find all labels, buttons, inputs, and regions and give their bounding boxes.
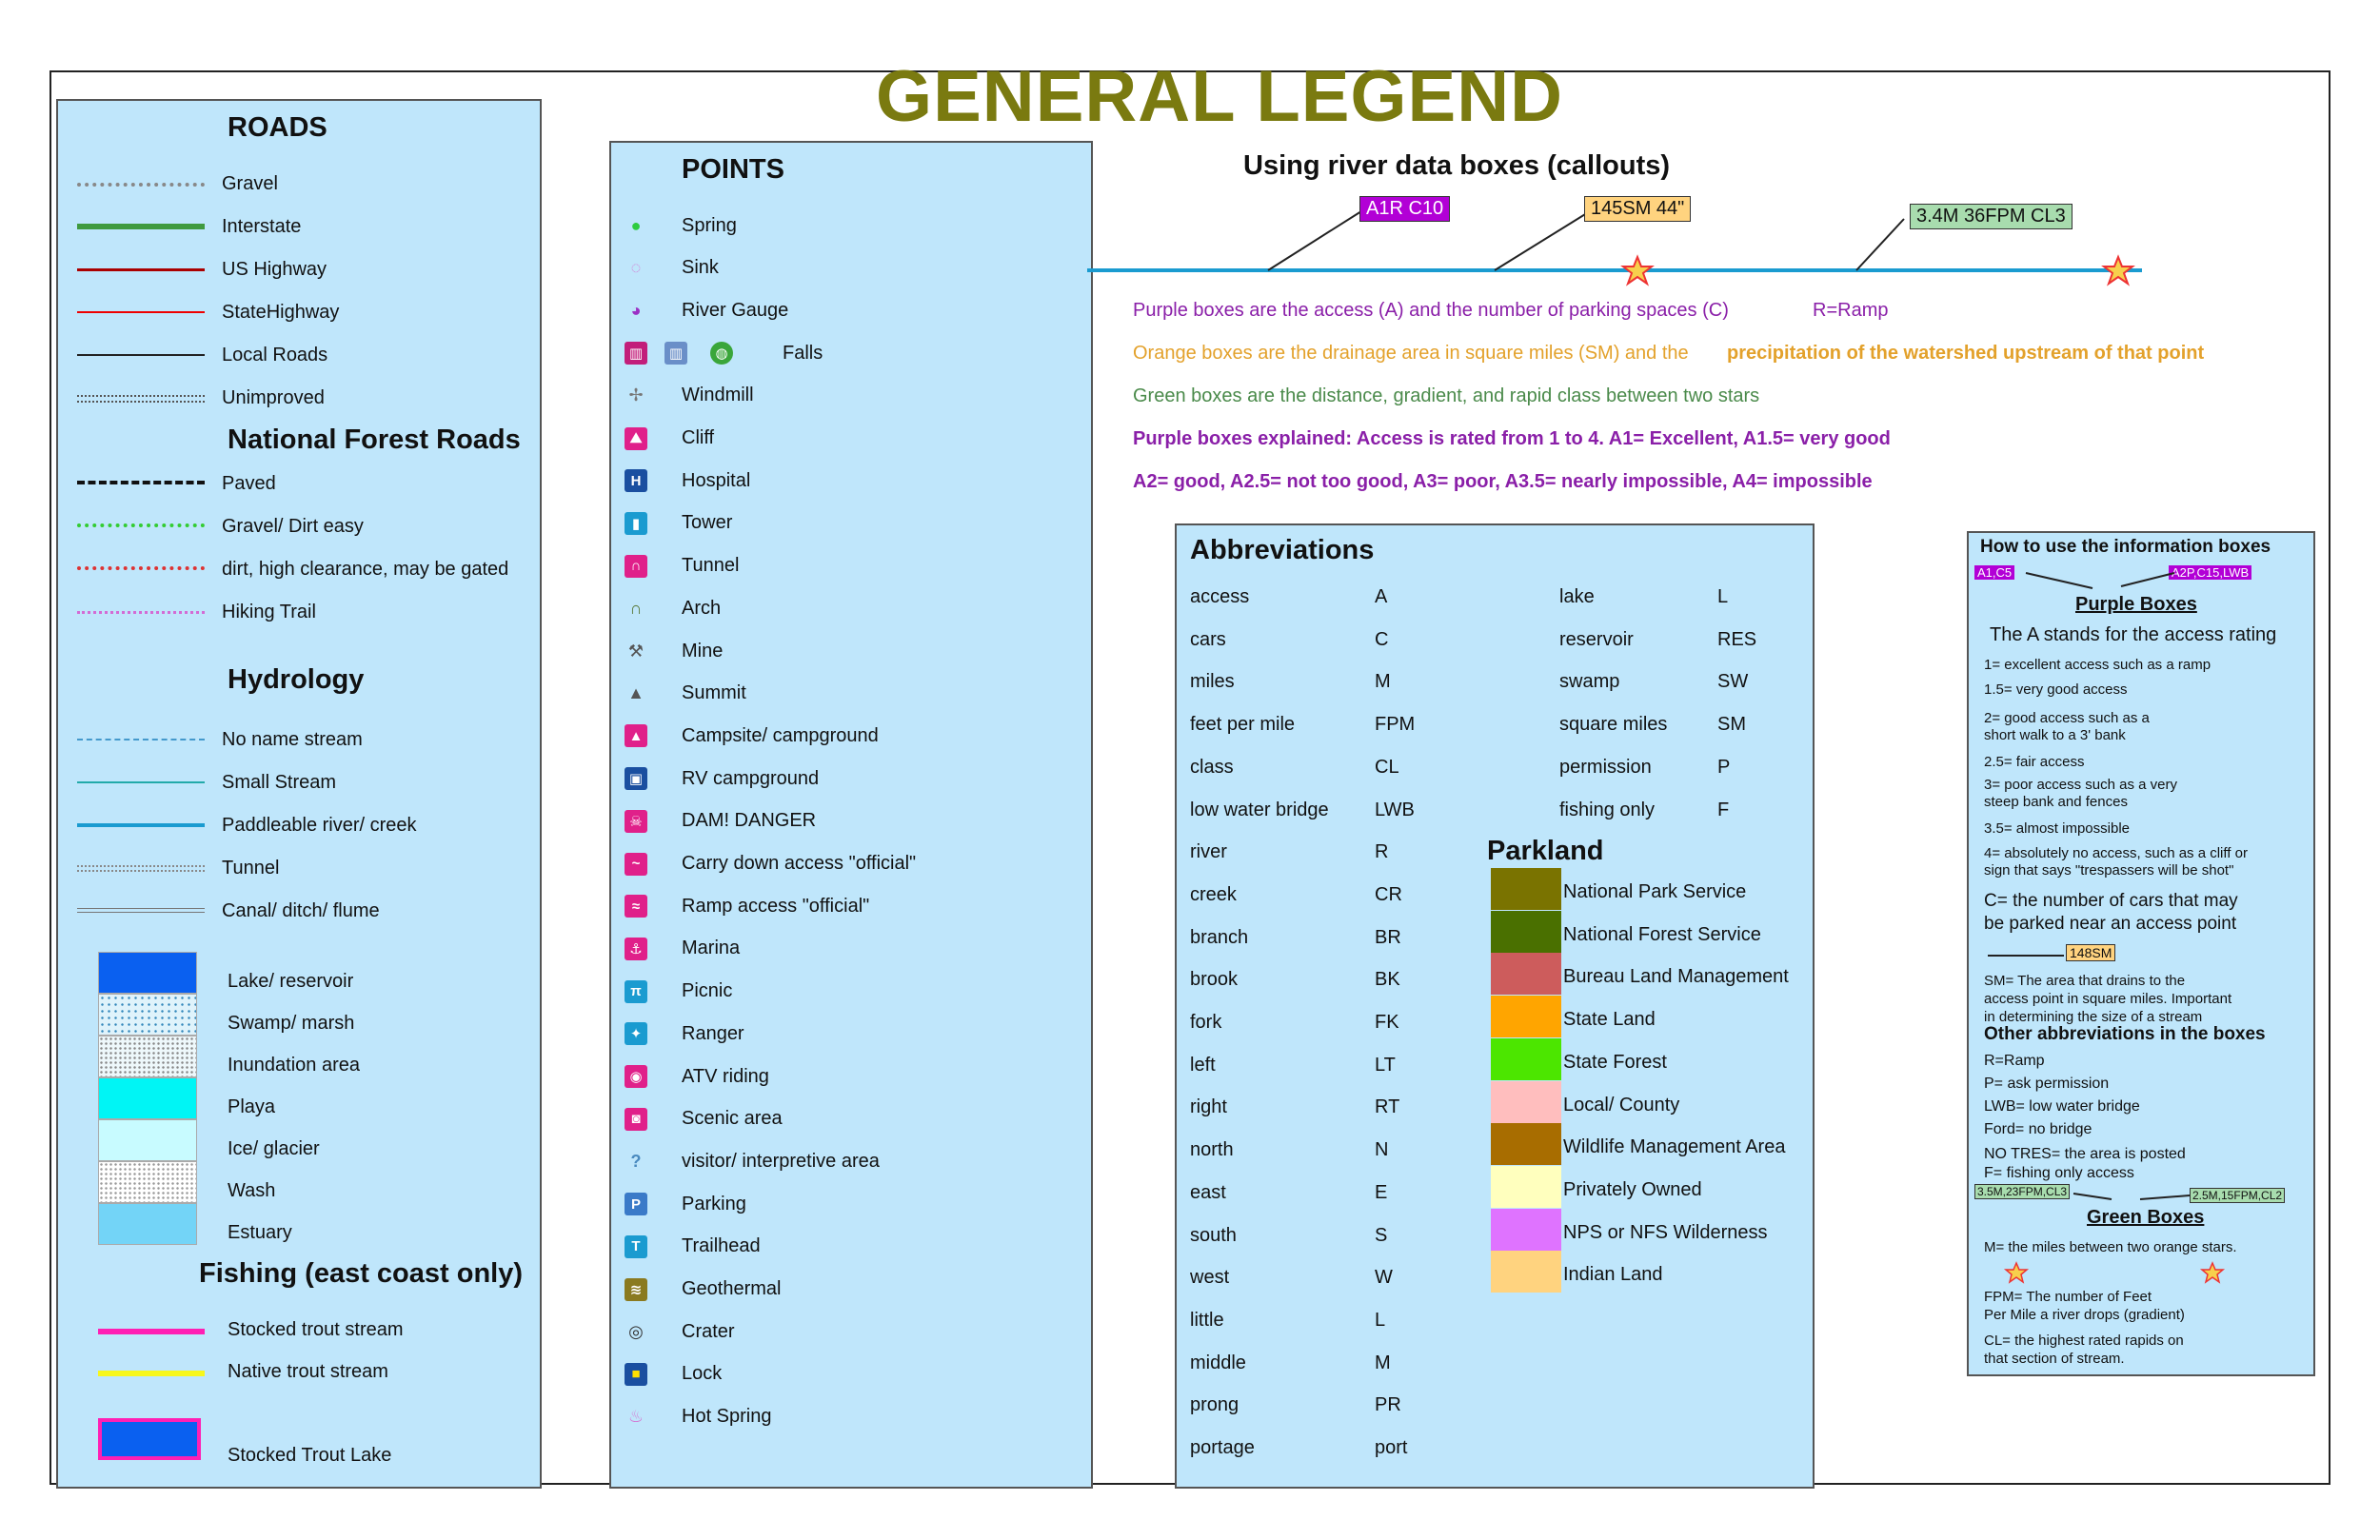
trailhead-icon: T bbox=[625, 1235, 647, 1258]
abbrev-term: fishing only bbox=[1559, 799, 1656, 820]
hydro-label: Paddleable river/ creek bbox=[222, 814, 417, 836]
point-row bbox=[611, 977, 1087, 1006]
hydro-label: No name stream bbox=[222, 728, 363, 750]
abbrev-term: square miles bbox=[1559, 714, 1668, 736]
point-label: Cliff bbox=[682, 427, 715, 448]
state-highway-line-icon bbox=[77, 311, 205, 313]
tunnel-line-icon bbox=[77, 865, 205, 872]
road-row bbox=[58, 384, 534, 412]
estuary-swatch-icon bbox=[98, 1203, 197, 1245]
abbrev-code: L bbox=[1375, 1309, 1386, 1331]
abbrev-term: low water bridge bbox=[1190, 799, 1329, 820]
abbrev-code: C bbox=[1375, 628, 1389, 650]
info-line: 3.5= almost impossible bbox=[1984, 820, 2130, 837]
info-m-line: M= the miles between two orange stars. bbox=[1984, 1239, 2237, 1255]
abbrev-code: PR bbox=[1375, 1394, 1401, 1416]
point-label: DAM! DANGER bbox=[682, 810, 817, 832]
point-row bbox=[611, 721, 1087, 750]
water-label: Swamp/ marsh bbox=[228, 1013, 355, 1034]
abbreviations-heading: Abbreviations bbox=[1190, 535, 1375, 565]
campsite-icon: ▲ bbox=[625, 724, 647, 747]
unimproved-line-icon bbox=[77, 395, 205, 403]
point-row bbox=[611, 1233, 1087, 1261]
abbrev-code: port bbox=[1375, 1437, 1408, 1458]
abbrev-term: reservoir bbox=[1559, 628, 1634, 650]
point-row bbox=[611, 1019, 1087, 1048]
abbrev-code: FPM bbox=[1375, 714, 1416, 736]
info-cars-2: be parked near an access point bbox=[1984, 914, 2237, 934]
abbrev-term: prong bbox=[1190, 1394, 1240, 1416]
road-label: Gravel/ Dirt easy bbox=[222, 515, 364, 537]
parkland-label: National Park Service bbox=[1563, 881, 1747, 902]
abbrev-term: south bbox=[1190, 1224, 1237, 1246]
parking-icon: P bbox=[625, 1193, 647, 1215]
info-fpm-2: Per Mile a river drops (gradient) bbox=[1984, 1307, 2185, 1323]
nf-road-row bbox=[58, 598, 534, 626]
abbrev-term: cars bbox=[1190, 628, 1226, 650]
gravel-line-icon bbox=[77, 183, 205, 187]
purple-callout-box: A1R C10 bbox=[1359, 196, 1450, 222]
abbrev-code: L bbox=[1717, 586, 1729, 607]
green-boxes-heading: Green Boxes bbox=[2087, 1207, 2205, 1228]
fish-label: Stocked Trout Lake bbox=[228, 1445, 392, 1466]
point-label: Hot Spring bbox=[682, 1406, 772, 1428]
info-other-line: R=Ramp bbox=[1984, 1053, 2045, 1069]
abbrev-term: middle bbox=[1190, 1352, 1246, 1373]
road-label: Interstate bbox=[222, 215, 302, 237]
point-label: Spring bbox=[682, 214, 737, 236]
water-label: Wash bbox=[228, 1180, 276, 1201]
river-note-access: Purple boxes explained: Access is rated from 1 to 4. A1= Excellent, A1.5= very good bbox=[1133, 428, 1891, 449]
info-tag-orange: 148SM bbox=[2066, 944, 2115, 961]
point-row bbox=[611, 1147, 1087, 1175]
hydrology-heading: Hydrology bbox=[228, 664, 365, 695]
point-label: Tower bbox=[682, 512, 733, 534]
road-label: Hiking Trail bbox=[222, 601, 316, 622]
point-label: visitor/ interpretive area bbox=[682, 1150, 880, 1172]
abbrev-term: branch bbox=[1190, 926, 1249, 948]
info-green-leaders bbox=[1969, 1190, 2311, 1209]
abbrev-code: LWB bbox=[1375, 799, 1415, 820]
nf-road-row bbox=[58, 555, 534, 583]
parkland-swatch-icon bbox=[1491, 1038, 1561, 1080]
abbrev-code: RT bbox=[1375, 1096, 1400, 1118]
abbrev-term: creek bbox=[1190, 883, 1237, 905]
star-icon bbox=[2006, 1263, 2027, 1282]
water-label: Estuary bbox=[228, 1222, 292, 1243]
road-row bbox=[58, 255, 534, 284]
point-row bbox=[611, 1403, 1087, 1431]
arch-icon: ∩ bbox=[629, 598, 643, 618]
nf-roads-heading: National Forest Roads bbox=[228, 424, 521, 455]
info-line: short walk to a 3' bank bbox=[1984, 727, 2126, 743]
point-row bbox=[611, 552, 1087, 581]
abbrev-code: CL bbox=[1375, 756, 1399, 778]
abbrev-code: M bbox=[1375, 1352, 1391, 1373]
info-a-rating: The A stands for the access rating bbox=[1990, 624, 2277, 645]
canal-line-icon bbox=[77, 908, 205, 913]
playa-swatch-icon bbox=[98, 1077, 197, 1119]
road-label: Gravel bbox=[222, 172, 278, 194]
river-note-access-2: A2= good, A2.5= not too good, A3= poor, A3.5= nearly impossible, A4= impossible bbox=[1133, 471, 1873, 492]
point-label: Lock bbox=[682, 1363, 723, 1385]
mine-icon: ⚒ bbox=[627, 641, 645, 661]
info-leader-lines bbox=[1969, 567, 2311, 596]
abbrev-code: A bbox=[1375, 586, 1388, 607]
info-other-line: F= fishing only access bbox=[1984, 1165, 2134, 1181]
stocked-trout-stream-line-icon bbox=[98, 1329, 205, 1334]
info-line: sign that says "trespassers will be shot" bbox=[1984, 862, 2234, 879]
fish-label: Stocked trout stream bbox=[228, 1319, 404, 1340]
callout-leader-purple bbox=[1268, 211, 1361, 270]
info-line: 1= excellent access such as a ramp bbox=[1984, 657, 2211, 673]
carry-down-access-icon: ~ bbox=[625, 853, 647, 876]
point-label: Ranger bbox=[682, 1022, 744, 1044]
point-label: RV campground bbox=[682, 767, 820, 789]
sink-icon: ◌ bbox=[630, 258, 642, 278]
hydro-row bbox=[58, 768, 534, 797]
abbrev-term: swamp bbox=[1559, 671, 1620, 693]
star-icon bbox=[2202, 1263, 2223, 1282]
green-callout-box: 3.4M 36FPM CL3 bbox=[1910, 204, 2073, 229]
point-row bbox=[611, 1190, 1087, 1218]
parkland-label: NPS or NFS Wilderness bbox=[1563, 1221, 1768, 1243]
abbrev-code: S bbox=[1375, 1224, 1388, 1246]
swamp-swatch-icon bbox=[98, 994, 197, 1036]
water-label: Ice/ glacier bbox=[228, 1138, 320, 1159]
point-label: River Gauge bbox=[682, 299, 789, 321]
info-boxes-panel bbox=[1967, 531, 2315, 1376]
point-label: Falls bbox=[783, 342, 823, 364]
point-label: Campsite/ campground bbox=[682, 724, 879, 746]
point-row bbox=[611, 382, 1087, 410]
abbrev-term: miles bbox=[1190, 671, 1235, 693]
parkland-swatch-icon bbox=[1491, 953, 1561, 995]
info-fpm-1: FPM= The number of Feet bbox=[1984, 1289, 2152, 1305]
info-line: 3= poor access such as a very bbox=[1984, 777, 2178, 793]
abbrev-code: R bbox=[1375, 841, 1389, 863]
hydro-row bbox=[58, 811, 534, 839]
purple-boxes-heading: Purple Boxes bbox=[2075, 594, 2197, 615]
parkland-swatch-icon bbox=[1491, 868, 1561, 910]
callout-leader-orange bbox=[1495, 211, 1590, 270]
road-row bbox=[58, 341, 534, 369]
river-note-orange-bold: precipitation of the watershed upstream of that point bbox=[1727, 343, 2205, 364]
abbrev-code: W bbox=[1375, 1267, 1393, 1289]
callout-leader-green bbox=[1856, 219, 1904, 270]
info-other-line: NO TRES= the area is posted bbox=[1984, 1146, 2186, 1162]
parkland-swatch-icon bbox=[1491, 911, 1561, 953]
point-row bbox=[611, 339, 1087, 367]
marina-icon: ⚓ bbox=[625, 938, 647, 960]
ramp-access-icon: ≈ bbox=[625, 895, 647, 918]
point-row bbox=[611, 424, 1087, 453]
dam-danger-icon: ☠ bbox=[625, 810, 647, 833]
parkland-label: Bureau Land Management bbox=[1563, 966, 1789, 988]
point-label: Picnic bbox=[682, 980, 733, 1002]
info-line: steep bank and fences bbox=[1984, 794, 2128, 810]
info-other-line: P= ask permission bbox=[1984, 1076, 2110, 1092]
parkland-label: Indian Land bbox=[1563, 1264, 1663, 1286]
river-heading: Using river data boxes (callouts) bbox=[1243, 150, 1671, 181]
point-row bbox=[611, 1275, 1087, 1304]
abbrev-term: portage bbox=[1190, 1437, 1255, 1458]
road-label: US Highway bbox=[222, 258, 327, 280]
point-row bbox=[611, 1317, 1087, 1346]
point-label: Parking bbox=[682, 1193, 746, 1214]
point-row bbox=[611, 211, 1087, 240]
abbrev-code: P bbox=[1717, 756, 1731, 778]
river-note-ramp: R=Ramp bbox=[1813, 300, 1889, 321]
abbrev-term: east bbox=[1190, 1181, 1226, 1203]
abbrev-term: feet per mile bbox=[1190, 714, 1296, 736]
us-highway-line-icon bbox=[77, 268, 205, 271]
point-label: Windmill bbox=[682, 385, 754, 406]
water-label: Lake/ reservoir bbox=[228, 971, 354, 992]
road-row bbox=[58, 298, 534, 326]
info-line: 2= good access such as a bbox=[1984, 710, 2150, 726]
small-stream-line-icon bbox=[77, 781, 205, 783]
road-label: Paved bbox=[222, 472, 276, 494]
abbrev-term: lake bbox=[1559, 586, 1595, 607]
native-trout-stream-line-icon bbox=[98, 1371, 205, 1376]
point-label: Tunnel bbox=[682, 555, 740, 577]
road-row bbox=[58, 169, 534, 198]
road-label: Unimproved bbox=[222, 386, 325, 408]
point-row bbox=[611, 466, 1087, 495]
info-sm-2: access point in square miles. Important bbox=[1984, 991, 2232, 1007]
falls-alt-icon: ▥ bbox=[664, 342, 687, 365]
info-other-line: Ford= no bridge bbox=[1984, 1121, 2092, 1137]
local-road-line-icon bbox=[77, 354, 205, 356]
point-label: Sink bbox=[682, 257, 719, 279]
road-row bbox=[58, 212, 534, 241]
info-line: 2.5= fair access bbox=[1984, 754, 2085, 770]
parkland-label: Local/ County bbox=[1563, 1094, 1680, 1116]
info-sm-1: SM= The area that drains to the bbox=[1984, 973, 2186, 989]
parkland-label: State Forest bbox=[1563, 1051, 1667, 1073]
falls-round-icon: ◍ bbox=[710, 342, 733, 365]
info-sm-3: in determining the size of a stream bbox=[1984, 1009, 2203, 1025]
abbrev-code: F bbox=[1717, 799, 1730, 820]
parkland-label: Wildlife Management Area bbox=[1563, 1136, 1786, 1158]
cliff-icon: ⛰ bbox=[625, 427, 647, 450]
point-label: Marina bbox=[682, 938, 741, 959]
abbrev-code: BR bbox=[1375, 926, 1401, 948]
point-label: Mine bbox=[682, 640, 724, 661]
abbrev-code: SM bbox=[1717, 714, 1746, 736]
abbrev-code: M bbox=[1375, 671, 1391, 693]
falls-icon: ▥ bbox=[625, 342, 647, 365]
parkland-swatch-icon bbox=[1491, 996, 1561, 1037]
info-cars-1: C= the number of cars that may bbox=[1984, 891, 2238, 911]
point-label: ATV riding bbox=[682, 1065, 769, 1087]
point-row bbox=[611, 680, 1087, 708]
abbreviations-panel bbox=[1175, 523, 1815, 1489]
parkland-swatch-icon bbox=[1491, 1251, 1561, 1293]
hydro-row bbox=[58, 897, 534, 925]
abbrev-code: CR bbox=[1375, 883, 1402, 905]
windmill-icon: ✢ bbox=[628, 385, 644, 405]
parkland-label: Privately Owned bbox=[1563, 1178, 1702, 1200]
abbrev-term: river bbox=[1190, 841, 1227, 863]
point-row bbox=[611, 1360, 1087, 1389]
star-icon bbox=[1623, 257, 1652, 284]
info-tag-purple-1: A1,C5 bbox=[1974, 565, 2014, 580]
lock-icon: ■ bbox=[625, 1363, 647, 1386]
abbrev-code: LT bbox=[1375, 1054, 1396, 1076]
nf-road-row bbox=[58, 469, 534, 498]
abbrev-code: N bbox=[1375, 1139, 1389, 1161]
road-label: dirt, high clearance, may be gated bbox=[222, 558, 509, 580]
tower-icon: ▮ bbox=[625, 512, 647, 535]
info-line: 1.5= very good access bbox=[1984, 681, 2128, 698]
points-panel bbox=[609, 141, 1093, 1489]
parkland-swatch-icon bbox=[1491, 1081, 1561, 1123]
point-row bbox=[611, 850, 1087, 879]
nf-road-row bbox=[58, 512, 534, 541]
ranger-icon: ✦ bbox=[625, 1022, 647, 1045]
hydro-row bbox=[58, 854, 534, 882]
abbrev-code: BK bbox=[1375, 969, 1400, 991]
abbrev-term: west bbox=[1190, 1267, 1230, 1289]
rv-campground-icon: ▣ bbox=[625, 767, 647, 790]
abbrev-term: fork bbox=[1190, 1012, 1222, 1033]
geothermal-icon: ≋ bbox=[625, 1278, 647, 1301]
paddleable-river-line-icon bbox=[77, 823, 205, 827]
stocked-trout-lake-swatch-icon bbox=[98, 1418, 201, 1460]
scenic-area-icon: ◙ bbox=[625, 1108, 647, 1131]
parkland-swatch-icon bbox=[1491, 1123, 1561, 1165]
points-heading: POINTS bbox=[682, 154, 784, 185]
abbrev-term: left bbox=[1190, 1054, 1216, 1076]
road-label: Local Roads bbox=[222, 344, 328, 365]
roads-heading: ROADS bbox=[228, 112, 327, 143]
hot-spring-icon: ♨ bbox=[627, 1407, 645, 1427]
abbrev-code: RES bbox=[1717, 628, 1757, 650]
point-label: Geothermal bbox=[682, 1278, 782, 1299]
info-tag-green-2: 2.5M,15FPM,CL2 bbox=[2190, 1188, 2285, 1203]
visitor-icon: ? bbox=[630, 1151, 642, 1171]
point-label: Crater bbox=[682, 1320, 735, 1342]
hydro-label: Small Stream bbox=[222, 771, 337, 793]
point-row bbox=[611, 935, 1087, 963]
info-tag-green-1: 3.5M,23FPM,CL3 bbox=[1974, 1184, 2070, 1199]
hiking-trail-line-icon bbox=[77, 611, 205, 614]
hydro-label: Canal/ ditch/ flume bbox=[222, 899, 380, 921]
lake-swatch-icon bbox=[98, 952, 197, 994]
paved-line-icon bbox=[77, 481, 205, 484]
point-row bbox=[611, 807, 1087, 836]
summit-icon: ▲ bbox=[627, 683, 645, 703]
spring-icon: ● bbox=[630, 215, 642, 235]
point-row bbox=[611, 594, 1087, 622]
river-note-orange: Orange boxes are the drainage area in square miles (SM) and the bbox=[1133, 343, 1689, 364]
hospital-icon: H bbox=[625, 469, 647, 492]
abbrev-term: right bbox=[1190, 1096, 1227, 1118]
info-cl-2: that section of stream. bbox=[1984, 1351, 2125, 1367]
parkland-swatch-icon bbox=[1491, 1166, 1561, 1208]
point-label: Ramp access "official" bbox=[682, 895, 870, 917]
tunnel-icon: ∩ bbox=[625, 555, 647, 578]
parkland-label: National Forest Service bbox=[1563, 923, 1761, 945]
point-row bbox=[611, 764, 1087, 793]
atv-icon: ◉ bbox=[625, 1065, 647, 1088]
point-row bbox=[611, 296, 1087, 325]
hydro-label: Tunnel bbox=[222, 857, 280, 879]
no-name-stream-line-icon bbox=[77, 739, 205, 740]
info-tag-purple-2: A2P,C15,LWB bbox=[2169, 565, 2251, 580]
abbrev-code: FK bbox=[1375, 1012, 1399, 1033]
point-row bbox=[611, 1062, 1087, 1091]
inundation-swatch-icon bbox=[98, 1036, 197, 1077]
road-label: StateHighway bbox=[222, 301, 340, 323]
point-label: Carry down access "official" bbox=[682, 853, 917, 874]
abbrev-code: E bbox=[1375, 1181, 1388, 1203]
interstate-line-icon bbox=[77, 224, 205, 229]
abbrev-term: permission bbox=[1559, 756, 1652, 778]
crater-icon: ◎ bbox=[628, 1321, 644, 1341]
point-row bbox=[611, 637, 1087, 665]
abbrev-term: north bbox=[1190, 1139, 1234, 1161]
abbrev-term: access bbox=[1190, 586, 1250, 607]
abbrev-code: SW bbox=[1717, 671, 1749, 693]
abbrev-term: class bbox=[1190, 756, 1234, 778]
river-gauge-icon: ◕ bbox=[630, 300, 642, 320]
info-cl-1: CL= the highest rated rapids on bbox=[1984, 1333, 2184, 1349]
point-label: Trailhead bbox=[682, 1235, 761, 1257]
parkland-swatch-icon bbox=[1491, 1209, 1561, 1251]
point-row bbox=[611, 1105, 1087, 1134]
roads-panel bbox=[56, 99, 542, 1489]
water-label: Playa bbox=[228, 1096, 276, 1117]
point-label: Hospital bbox=[682, 469, 751, 491]
abbrev-term: little bbox=[1190, 1309, 1224, 1331]
point-label: Arch bbox=[682, 597, 722, 619]
river-note-green: Green boxes are the distance, gradient, and rapid class between two stars bbox=[1133, 385, 1760, 406]
river-note-purple: Purple boxes are the access (A) and the number of parking spaces (C) bbox=[1133, 300, 1729, 321]
info-line: 4= absolutely no access, such as a cliff or bbox=[1984, 845, 2248, 861]
orange-callout-box: 145SM 44" bbox=[1584, 196, 1691, 222]
gravel-dirt-line-icon bbox=[77, 523, 205, 527]
hydro-row bbox=[58, 725, 534, 754]
wash-swatch-icon bbox=[98, 1161, 197, 1203]
abbrev-term: brook bbox=[1190, 969, 1239, 991]
ice-swatch-icon bbox=[98, 1119, 197, 1161]
parkland-heading: Parkland bbox=[1487, 836, 1604, 866]
info-stars bbox=[1969, 1260, 2311, 1285]
point-row bbox=[611, 892, 1087, 920]
dirt-line-icon bbox=[77, 566, 205, 570]
fishing-heading: Fishing (east coast only) bbox=[199, 1258, 523, 1289]
point-row bbox=[611, 509, 1087, 538]
star-icon bbox=[2104, 257, 2132, 284]
point-label: Scenic area bbox=[682, 1108, 783, 1130]
fish-label: Native trout stream bbox=[228, 1361, 388, 1382]
point-row bbox=[611, 254, 1087, 283]
water-label: Inundation area bbox=[228, 1055, 361, 1076]
picnic-icon: π bbox=[625, 980, 647, 1003]
parkland-label: State Land bbox=[1563, 1009, 1656, 1031]
other-abbrev-heading: Other abbreviations in the boxes bbox=[1984, 1024, 2266, 1044]
info-orange-leader bbox=[1969, 944, 2311, 967]
info-heading: How to use the information boxes bbox=[1980, 537, 2271, 557]
info-other-line: LWB= low water bridge bbox=[1984, 1098, 2140, 1115]
page-title: GENERAL LEGEND bbox=[876, 56, 1564, 137]
point-label: Summit bbox=[682, 682, 746, 704]
